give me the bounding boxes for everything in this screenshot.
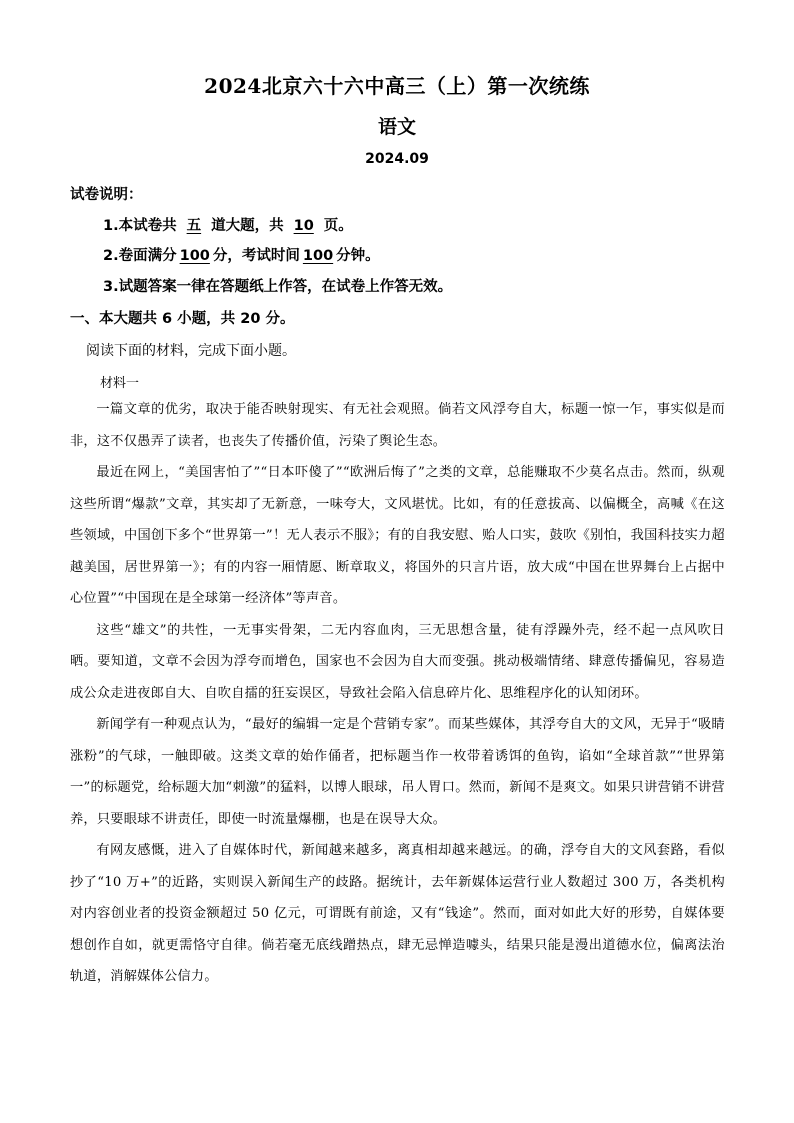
exam-title: 2024北京六十六中高三（上）第一次统练: [204, 74, 590, 98]
material-text: [70, 394, 725, 993]
paragraph: 新闻学有一种观点认为，“最好的编辑一定是个营销专家”。而某些媒体，其浮夸自大的文风，无异于“吸睛涨粉”的气球，一触即破。这类文章的始作俑者，把标题当作一枚带着诱饵的鱼钩，谄如“全球首款”“世界第一”的标题党，给标题大加“刺激”的猛料，以博人眼球，吊人胃口。然而，新闻不是爽文。如果只讲营销不讲营养，只要眼球不讲责任，即使一时流量爆棚，也是在误导大众。: [70, 717, 725, 827]
instruction-2-prefix: 2.卷面满分: [103, 248, 177, 264]
question-count-blank: 五: [186, 218, 202, 234]
page-count-blank: 10: [293, 218, 314, 234]
paragraph: 一篇文章的优劣，取决于能否映射现实、有无社会观照。倘若文风浮夸自大，标题一惊一乍，事实似是而非，这不仅愚弄了读者，也丧失了传播价值，污染了舆论生态。: [70, 402, 725, 449]
instruction-1-mid: 道大题，共: [211, 218, 284, 234]
full-score-blank: 100: [179, 248, 210, 264]
instruction-item-3: 3.试题答案一律在答题纸上作答，在试卷上作答无效。: [103, 279, 453, 295]
paragraph: 这些“雄文”的共性，一无事实骨架，二无内容血肉，三无思想含量，徒有浮躁外壳，经不起一点风吹日晒。要知道，文章不会因为浮夸而增色，国家也不会因为自大而变强。挑动极端情绪、肆意传播偏见，容易造成公众走进夜郎自大、自吹自擂的狂妄误区，导致社会陷入信息碎片化、思维程序化的认知闭环。: [70, 622, 725, 701]
paragraph: 最近在网上，“美国害怕了”“日本吓傻了”“欧洲后悔了”之类的文章，总能赚取不少莫名点击。然而，纵观这些所谓“爆款”文章，其实却了无新意，一味夸大，文风堪忧。比如，有的任意拔高、以偏概全，高喊《在这些领域，中国创下多个“世界第一”！无人表示不服》；有的自我安慰、贻人口实，鼓吹《别怕，我国科技实力超越美国，居世界第一》；有的内容一厢情愿、断章取义，将国外的只言片语，放大成“中国在世界舞台上占据中心位置”“中国现在是全球第一经济体”等声音。: [70, 465, 725, 606]
instruction-1-prefix: 1.本试卷共: [103, 218, 177, 234]
section-heading: 一、本大题共 6 小题，共 20 分。: [70, 311, 295, 327]
subject-title: 语文: [377, 116, 416, 138]
reading-intro: 阅读下面的材料，完成下面小题。: [86, 343, 296, 359]
exam-date: 2024.09: [365, 151, 429, 167]
instruction-1-suffix: 页。: [323, 218, 353, 234]
instruction-item-2: [103, 244, 380, 265]
material-label: 材料一: [100, 376, 140, 391]
instruction-2-mid: 分，考试时间: [212, 248, 300, 264]
instruction-2-suffix: 分钟。: [336, 248, 380, 264]
instruction-item-1: [103, 214, 353, 235]
exam-time-blank: 100: [302, 248, 334, 264]
paragraph: 有网友感慨，进入了自媒体时代，新闻越来越多，离真相却越来越远。的确，浮夸自大的文风套路，看似抄了“10 万+”的近路，实则误入新闻生产的歧路。据统计，去年新媒体运营行业人数超过 300 万，各类机构对内容创业者的投资金额超过 50 亿元，可谓既有前途，又有“钱途”。然而，面对如此大好的形势，自媒体要想创作自如，就更需恪守自律。倘若毫无底线蹭热点，肆无忌惮造噱头，结果只能是漫出道德水位，偏离法治轨道，消解媒体公信力。: [70, 843, 725, 984]
instructions-label: 试卷说明：: [70, 187, 143, 203]
